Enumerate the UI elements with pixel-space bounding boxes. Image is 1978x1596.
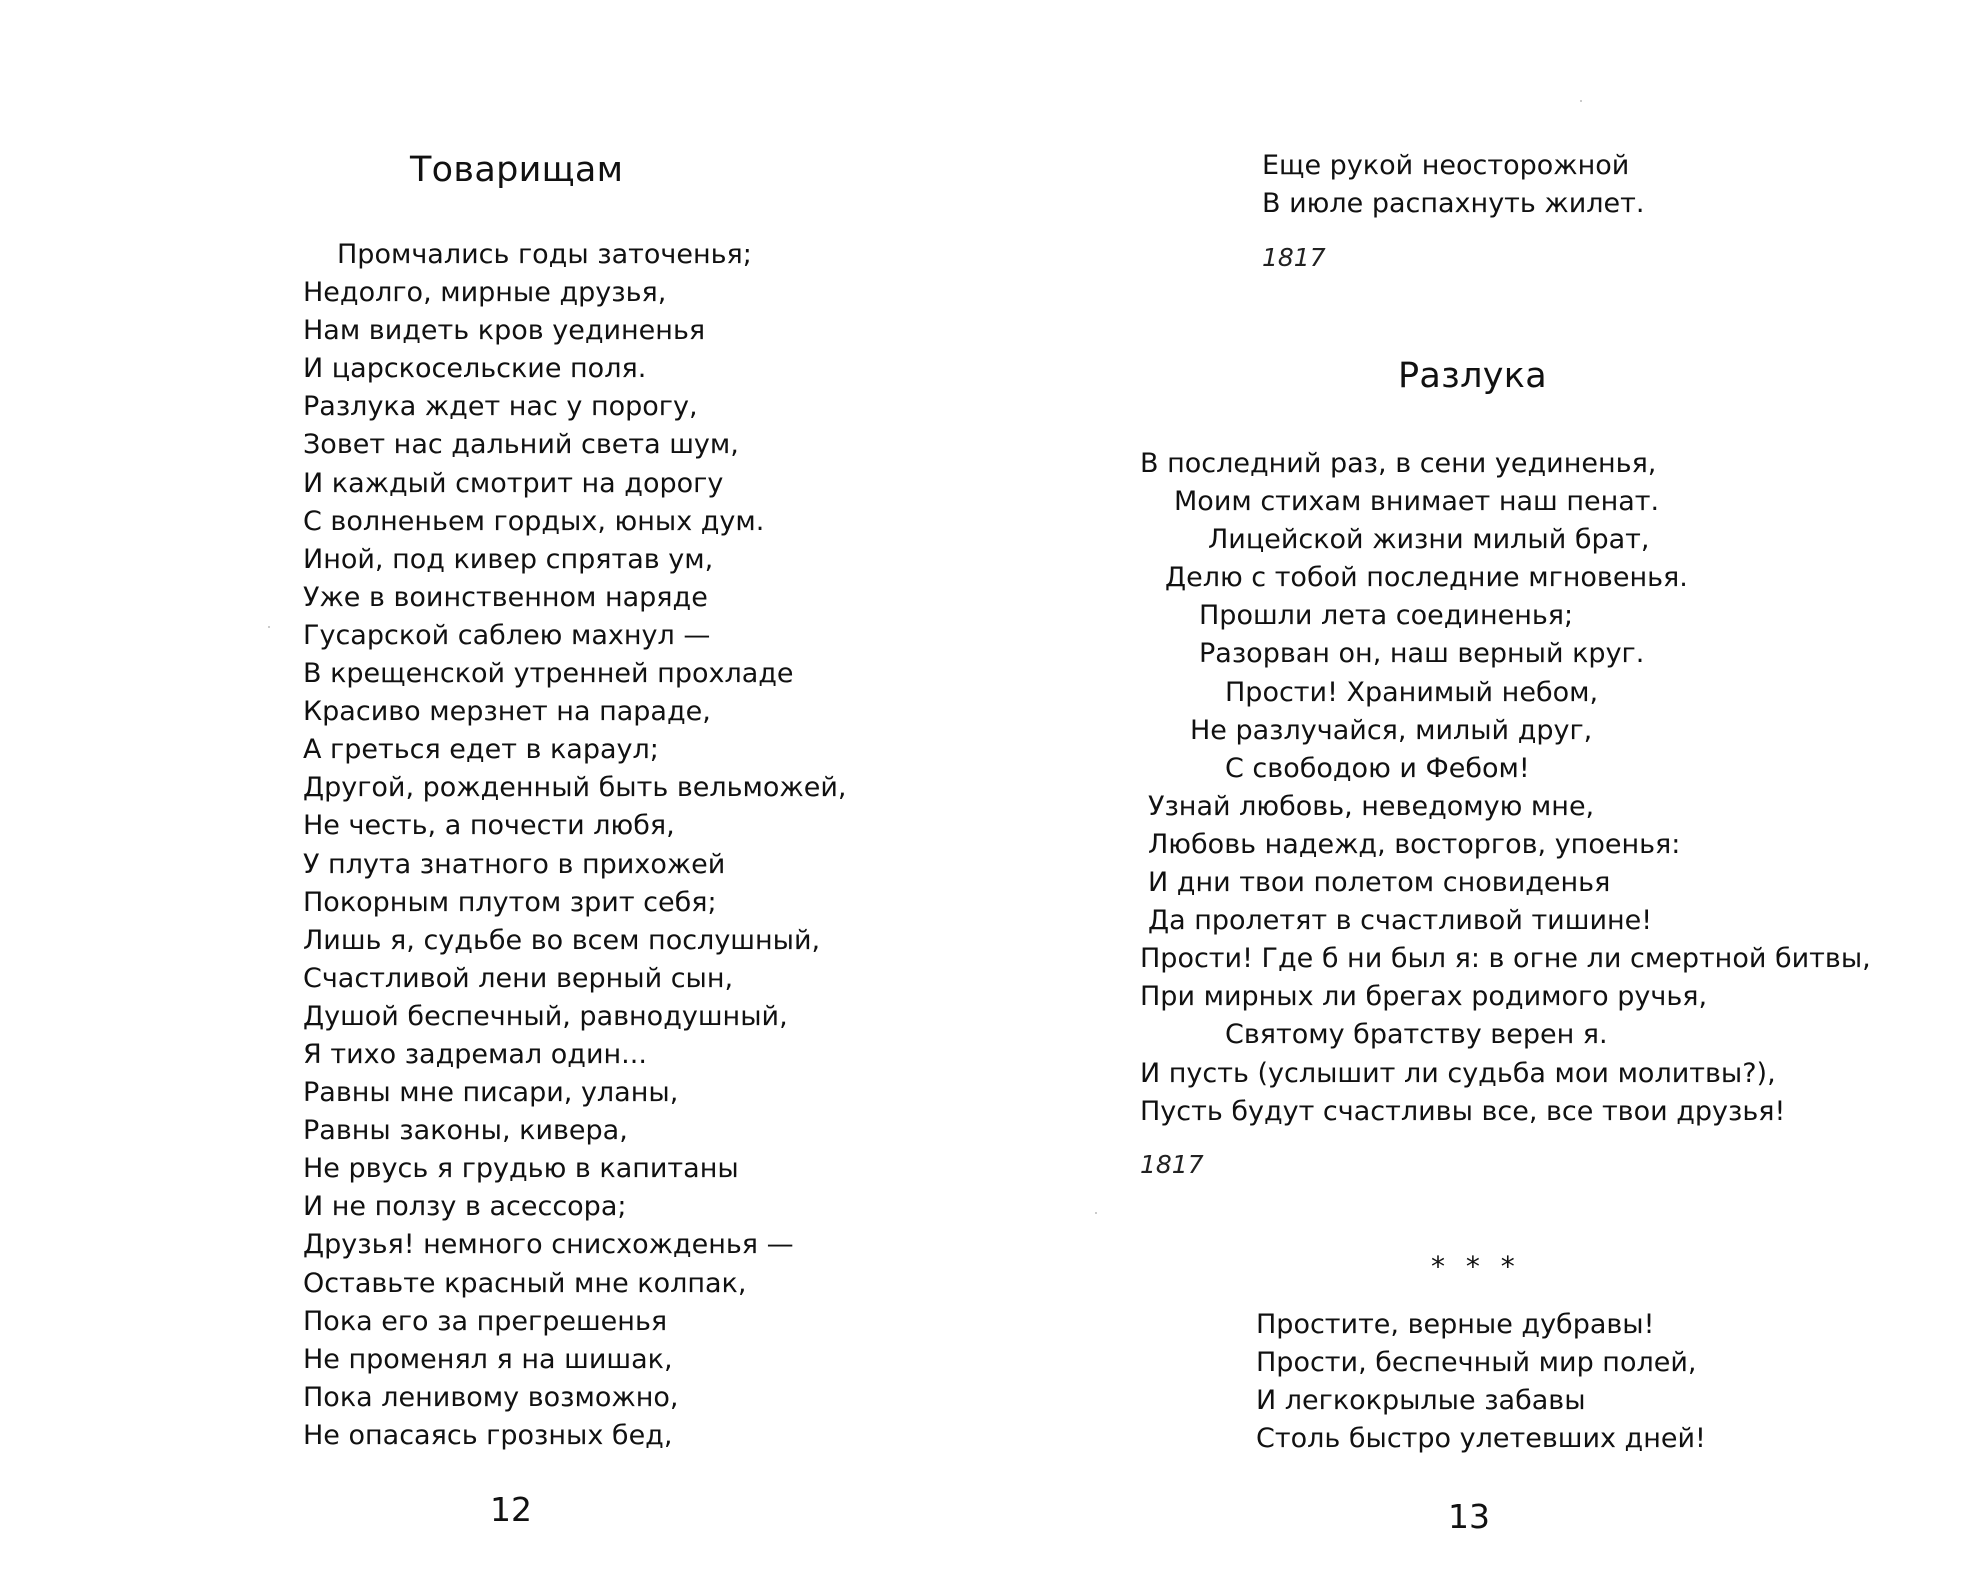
poem-line: Нам видеть кров уединенья [303,315,706,347]
poem-line: В последний раз, в сени уединенья, [1140,448,1657,479]
poem-line: Красиво мерзнет на параде, [303,696,711,728]
poem-title-razluka: Разлука [1398,356,1547,396]
poem-line: Прости! Хранимый небом, [1225,676,1599,708]
poem-line: Делю с тобой последние мгновенья. [1165,562,1688,594]
poem-line: Моим стихам внимает наш пенат. [1174,486,1660,518]
page-number-left: 12 [490,1490,532,1529]
poem-line: В крещенской утренней прохладе [303,658,794,690]
poem-line: Покорным плутом зрит себя; [303,886,717,918]
poem-line: А греться едет в караул; [303,734,659,766]
poem-line: Лишь я, судьбе во всем послушный, [303,924,821,956]
poem-line: Любовь надежд, восторгов, упоенья: [1148,828,1681,860]
poem-continuation-lines [1262,147,1644,223]
poem-line: Не рвусь я грудью в капитаны [303,1153,739,1185]
poem-line: У плута знатного в прихожей [303,848,726,880]
poem-line: Пусть будут счастливы все, все твои друзья! [1140,1095,1786,1127]
poem-line: Другой, рожденный быть вельможей, [303,772,847,804]
poem-date-continuation: 1817 [1262,243,1326,272]
poem-line: И не ползу в асессора; [303,1191,627,1223]
poem-line: Прости, беспечный мир полей, [1256,1347,1697,1379]
poem-line: С волненьем гордых, юных дум. [303,505,765,537]
poem-line: Иной, под кивер спрятав ум, [303,543,714,575]
poem-lines-razluka [1140,445,1871,1131]
poem-line: Столь быстро улетевших дней! [1256,1423,1706,1455]
poem-line: Разлука ждет нас у порогу, [303,391,698,423]
poem-line: Зовет нас дальний света шум, [303,429,739,461]
poem-line: Не разлучайся, милый друг, [1190,714,1593,746]
poem-line: Лицейской жизни милый брат, [1208,524,1650,556]
poem-line: Равны законы, кивера, [303,1115,628,1147]
poem-line: С свободою и Фебом! [1225,752,1530,784]
poem-line: И легкокрылые забавы [1256,1385,1586,1417]
poem-line: Прошли лета соединенья; [1199,600,1574,632]
poem-line: Гусарской саблею махнул — [303,619,711,651]
poem-line: Пока ленивому возможно, [303,1381,679,1413]
poem-line: В июле распахнуть жилет. [1262,188,1645,220]
poem-line: Прости! Где б ни был я: в огне ли смертной битвы, [1140,943,1871,975]
asterism-separator: * * * [1431,1250,1521,1283]
poem-line: И каждый смотрит на дорогу [303,467,724,499]
poem-line: Промчались годы заточенья; [337,239,752,270]
poem-line: Равны мне писари, уланы, [303,1077,679,1109]
poem-line: Счастливой лени верный сын, [303,962,734,994]
poem-line: Простите, верные дубравы! [1256,1309,1655,1340]
poem-line: Оставьте красный мне колпак, [303,1267,747,1299]
poem-date-razluka: 1817 [1140,1150,1204,1179]
poem-line: При мирных ли брегах родимого ручья, [1140,981,1708,1013]
poem-title-tovarishcham: Товарищам [410,150,624,190]
page-number-right: 13 [1448,1497,1490,1536]
poem-line: Не променял я на шишак, [303,1343,673,1375]
poem-line: И дни твои полетом сновиденья [1148,867,1611,899]
poem-line: И царскосельские поля. [303,353,647,385]
poem-line: Не опасаясь грозных бед, [303,1419,673,1451]
poem-line: Узнай любовь, неведомую мне, [1148,790,1595,822]
poem-line: Уже в воинственном наряде [303,581,708,613]
poem-line: Еще рукой неосторожной [1262,150,1630,181]
poem-line: Разорван он, наш верный круг. [1199,638,1645,670]
paper-speck [1580,100,1582,102]
paper-speck [1095,1212,1097,1214]
right-page [989,0,1978,1596]
poem-line: Да пролетят в счастливой тишине! [1148,905,1653,937]
poem-lines-prostite [1256,1306,1706,1458]
poem-line: Пока его за прегрешенья [303,1305,668,1337]
poem-line: Душой беспечный, равнодушный, [303,1000,788,1032]
poem-line: И пусть (услышит ли судьба мои молитвы?), [1140,1057,1776,1089]
poem-line: Недолго, мирные друзья, [303,277,667,309]
poem-line: Не честь, а почести любя, [303,810,675,842]
poem-lines-tovarishcham [303,236,846,1455]
paper-speck [268,626,270,628]
poem-line: Святому братству верен я. [1225,1019,1608,1051]
poem-line: Я тихо задремал один... [303,1038,647,1070]
poem-line: Друзья! немного снисхожденья — [303,1229,794,1261]
